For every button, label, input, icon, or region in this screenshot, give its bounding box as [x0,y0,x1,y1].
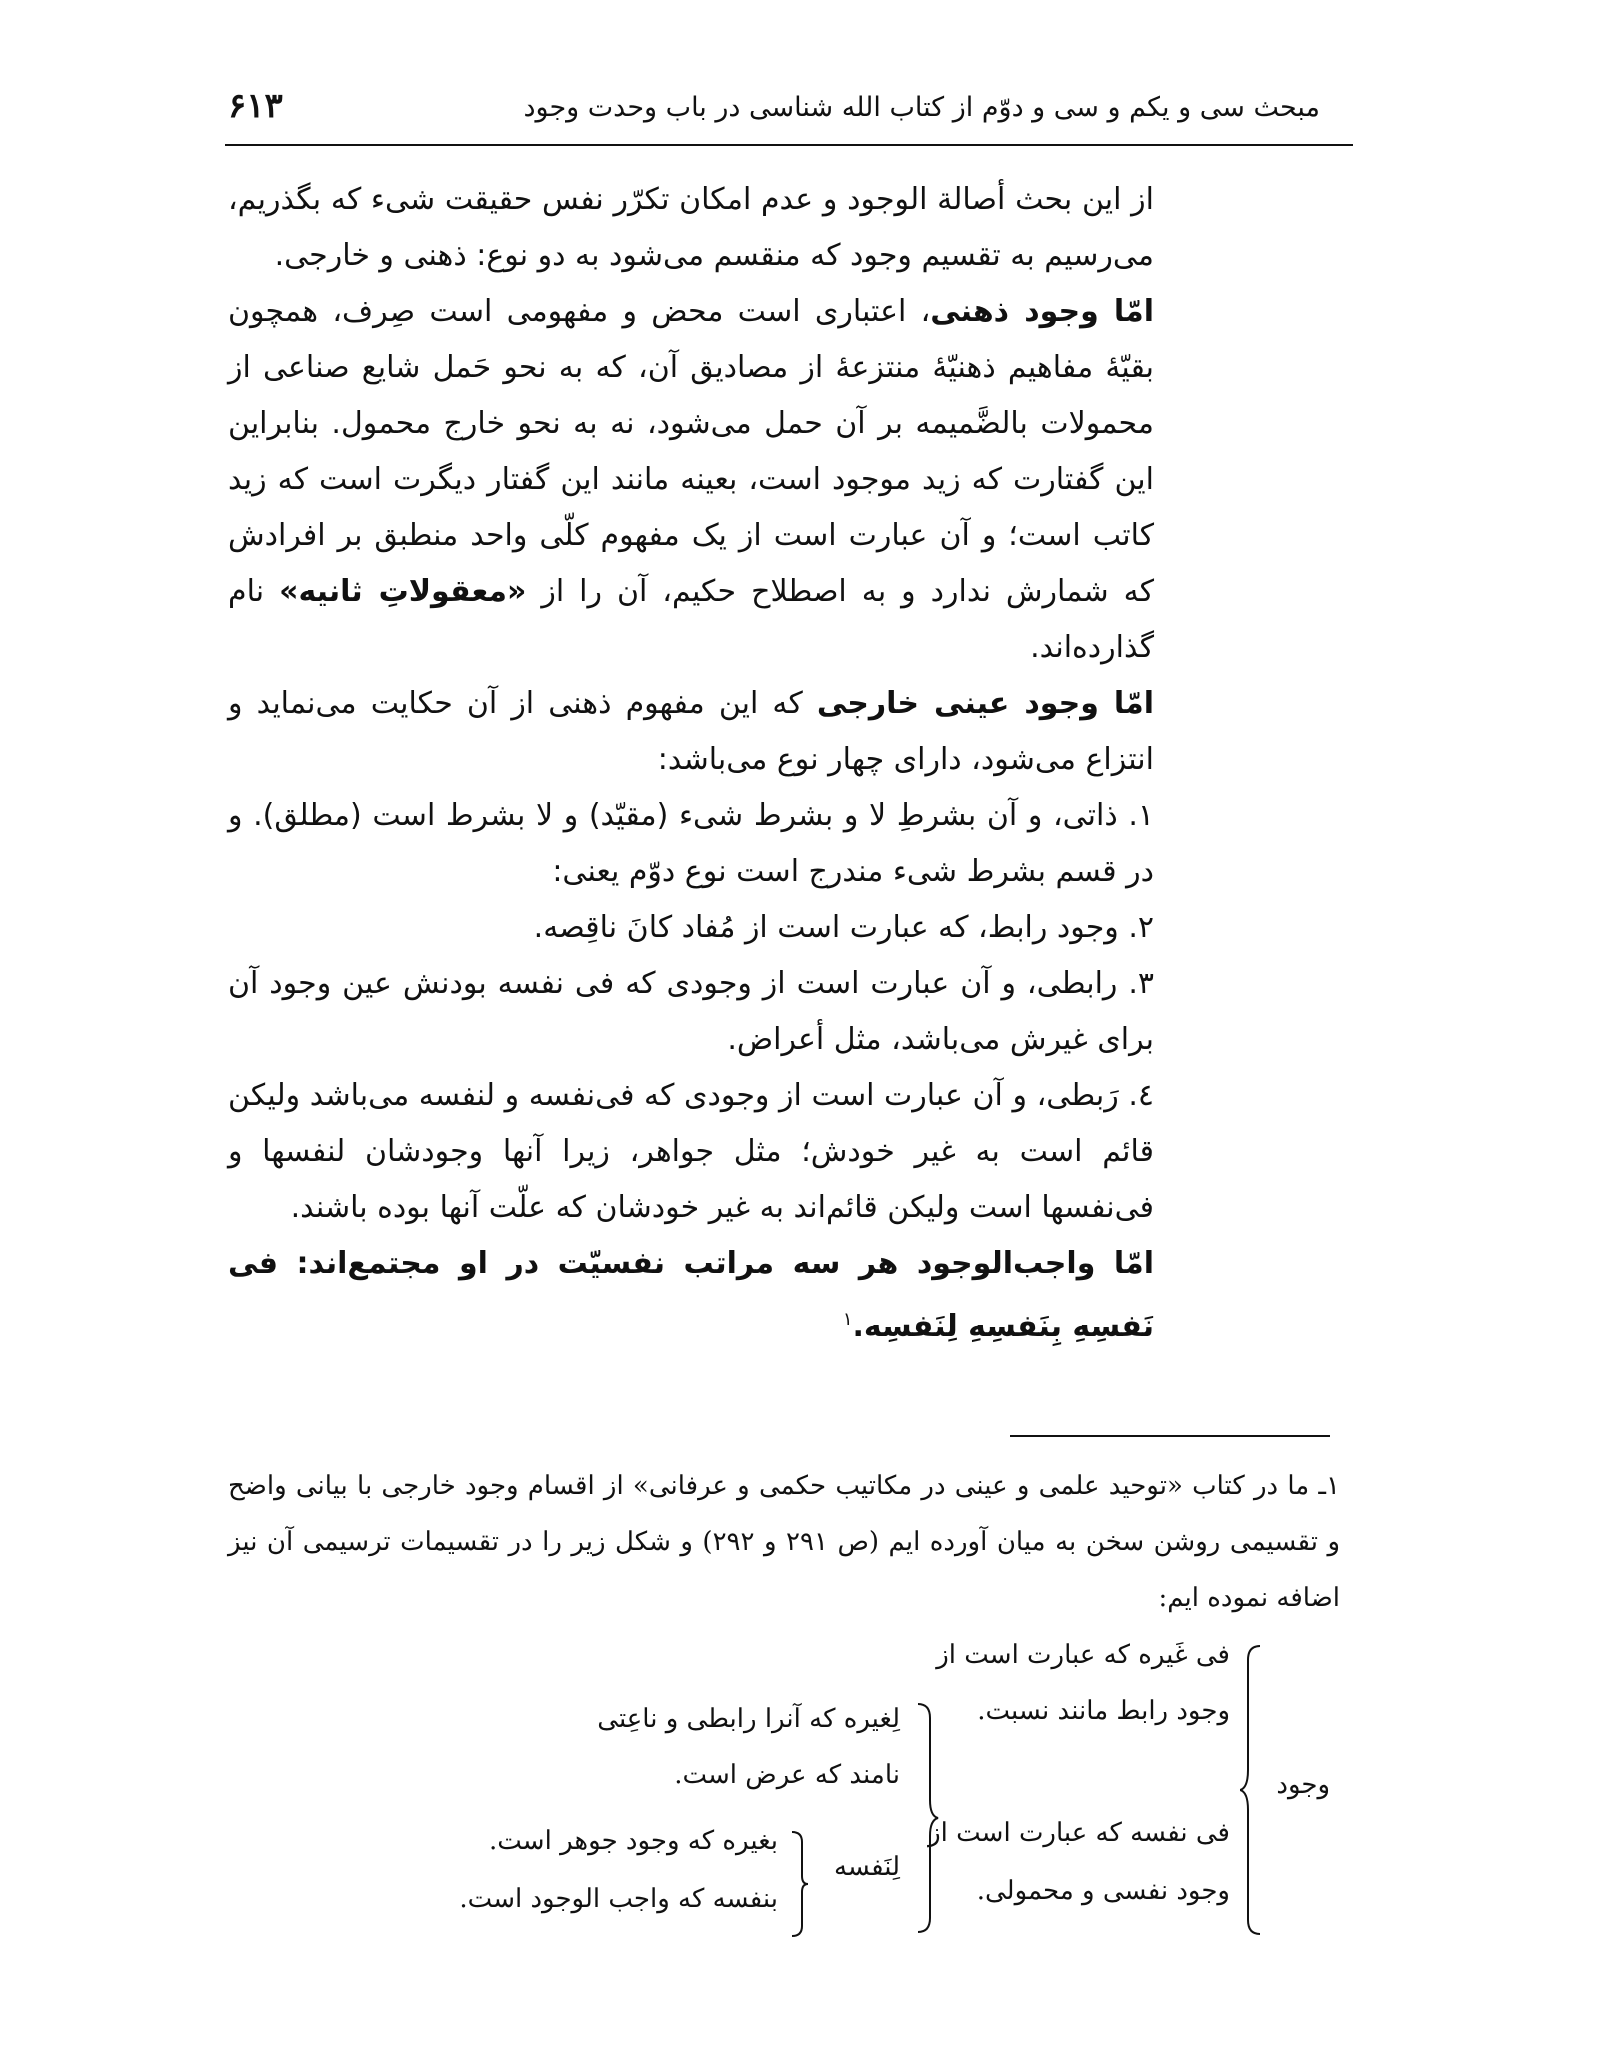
footnote-text: ۱ـ ما در کتاب «توحید علمی و عینی در مکاتیب حکمی و عرفانی» از اقسام وجود خارجی با بیانی واضح و تقسیمی روشن سخن به میان آورده ایم (ص ۲۹۱ و ۲۹۲) و شکل زیر را در تقسیمات ترسیمی آن نیز اضافه نموده ایم: [228,1471,1340,1613]
diagram-root: وجود [1276,1770,1330,1800]
paragraph-intro: از این بحث أصالة الوجود و عدم امکان تکرّر نفس حقیقت شیء که بگذریم، می‌رسیم به تقسیم وجود که منقسم می‌شود به دو نوع: ذهنی و خارجی. [228,182,1154,273]
necessary-existent-text: امّا واجب‌الوجود هر سه مراتب نفسیّت در او مجتمع‌اند: فی نَفسِهِ بِنَفسِهِ لِنَفسِه. [228,1246,1154,1344]
leaf-by-other: بغیره که وجود جوهر است. [489,1826,778,1856]
brace-for-itself [788,1828,810,1940]
list-item-2: ۲. وجود رابط، که عبارت است از مُفاد کانَ ناقِصه. [533,910,1154,945]
sub-for-other-line2: نامند که عرض است. [674,1760,900,1790]
list-item-3: ۳. رابطی، و آن عبارت است از وجودی که فی نفسه بودنش عین وجود آن برای غیرش می‌باشد، مثل أعراض. [228,966,1154,1057]
running-header-title: مبحث سی و یکم و سی و دوّم از کتاب الله شناسی در باب وحدت وجود [523,92,1320,123]
list-item-1: ۱. ذاتی، و آن بشرطِ لا و بشرط شیء (مقیّد) و لا بشرط است (مطلق). و در قسم بشرط شیء مندرج است نوع دوّم یعنی: [228,798,1154,889]
sub-for-other-line1: لِغیره که آنرا رابطی و ناعِتی [597,1704,900,1734]
term-secondary-intelligibles: «معقولاتِ ثانیه» [279,574,527,609]
branch-in-other-line2: وجود رابط مانند نسبت. [977,1696,1230,1726]
footnote-ref: ۱ [842,1309,853,1330]
branch-in-itself-line2: وجود نفسی و محمولی. [976,1876,1230,1906]
list-item-4: ٤. رَبطی، و آن عبارت است از وجودی که فی‌نفسه و لنفسه می‌باشد ولیکن قائم است به غیر خودش؛ مثل جواهر، زیرا آنها وجودشان لنفسها و فی‌نفسها است ولیکن قائم‌اند به غیر خودشان که علّت آنها بوده باشند. [228,1078,1154,1225]
term-external-existence: امّا وجود عینی خارجی [816,686,1154,721]
paragraph-mental-existence [228,284,1154,676]
paragraph-text: ، اعتباری است محض و مفهومی است صِرف، همچون بقیّهٔ مفاهیم ذهنیّهٔ منتزعهٔ از مصادیق آن، که به نحو حَمل شایع صناعی از محمولات بالضَّمیمه بر آن حمل می‌شود، نه به نحو خارج محمول. بنابراین این گفتارت که زید موجود است، بعینه مانند این گفتار دیگرت است که زید کاتب است؛ و آن عبارت است از یک مفهوم کلّی واحد منطبق بر افرادش که شمارش ندارد و به اصطلاح حکیم، آن را از [228,294,1154,609]
brace-root [1240,1640,1270,1940]
paragraph-external-existence [228,676,1154,788]
branch-in-itself-line1: فی نفسه که عبارت است از [928,1818,1230,1848]
leaf-by-itself: بنفسه که واجب الوجود است. [459,1884,778,1914]
footnote [228,1458,1340,1626]
branch-in-other-line1: فی غَیره که عبارت است از [936,1640,1230,1670]
sub-for-itself: لِنَفسه [833,1852,900,1882]
paragraph-text: که این مفهوم ذهنی از آن حکایت می‌نماید و انتزاع می‌شود، دارای چهار نوع می‌باشد: [228,686,1154,777]
paragraph-text-end: نام گذارده‌اند. [228,574,1154,665]
footnote-rule [1010,1435,1330,1437]
header-rule [225,144,1353,146]
classification-diagram [400,1640,1340,1940]
page-number: ۶۱۳ [228,86,283,126]
main-text [228,172,1154,1355]
term-mental-existence: امّا وجود ذهنی [930,294,1155,329]
brace-in-itself [914,1700,940,1936]
paragraph-necessary-existent [228,1236,1154,1355]
